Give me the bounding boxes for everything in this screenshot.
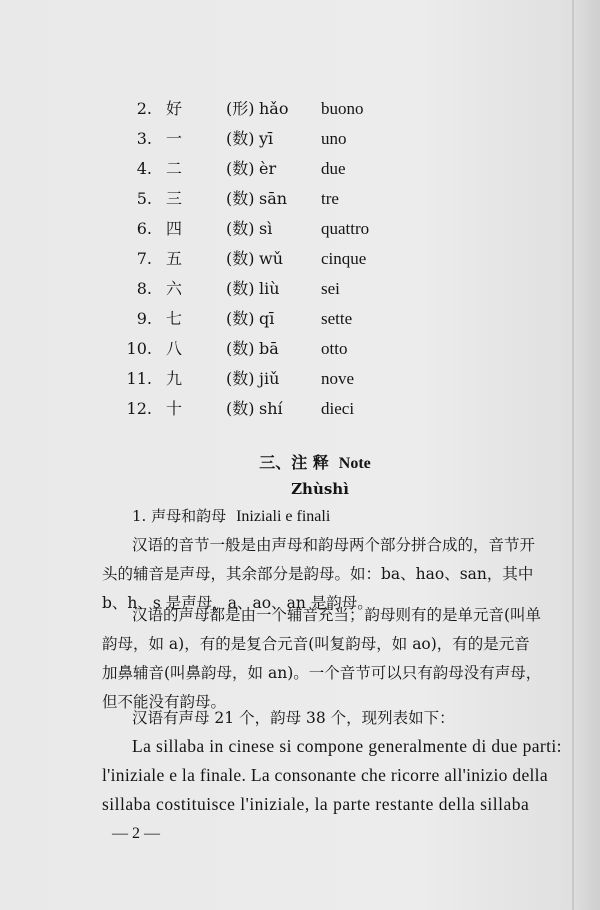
vocab-italian: quattro [321,219,370,238]
vocab-number: 4. [136,159,152,178]
subsection-heading [132,504,330,529]
vocab-number: 9. [136,309,152,328]
vocab-part-of-speech: (数) [226,189,255,208]
vocab-part-of-speech: (形) [226,99,255,118]
vocab-number: 6. [136,219,152,238]
vocab-pinyin: hǎo [259,99,289,118]
vocab-italian: due [321,159,346,178]
vocab-number: 2. [136,99,152,118]
paragraph-line: b、h、s 是声母，a、ao、an 是韵母。 [102,594,373,612]
vocab-italian: cinque [321,249,367,268]
paragraph-initials-finals [102,601,568,717]
vocab-pinyin: sì [259,219,273,238]
vocab-italian: uno [321,129,347,148]
paragraph-italian-explanation [102,732,568,819]
vocab-italian: sei [321,279,340,298]
vocab-row [0,334,600,364]
section-heading [0,452,600,475]
vocab-part-of-speech: (数) [226,339,255,358]
vocab-row [0,184,600,214]
vocab-part-of-speech: (数) [226,279,255,298]
vocab-row [0,394,600,424]
vocab-hanzi: 二 [166,159,183,178]
vocab-row [0,94,600,124]
vocab-pinyin: wǔ [259,249,283,268]
vocab-part-of-speech: (数) [226,369,255,388]
vocab-italian: dieci [321,399,355,418]
paragraph-line: 汉语有声母 21 个，韵母 38 个，现列表如下： [132,709,455,727]
vocab-hanzi: 七 [166,309,183,328]
vocab-part-of-speech: (数) [226,399,255,418]
vocabulary-list [0,94,600,424]
vocab-hanzi: 九 [166,369,183,388]
vocab-italian: buono [321,99,364,118]
paragraph-line: 头的辅音是声母，其余部分是韵母。如：ba、hao、san，其中 [102,565,534,583]
vocab-pinyin: bā [259,339,279,358]
vocab-italian: tre [321,189,339,208]
paragraph-line: sillaba costituisce l'iniziale, la parte restante della sillaba [102,794,530,814]
vocab-pinyin: qī [259,309,275,328]
vocab-hanzi: 好 [166,99,183,118]
vocab-number: 11. [126,369,152,388]
section-heading-chinese: 三、注 释 [259,453,329,472]
vocab-part-of-speech: (数) [226,219,255,238]
vocab-pinyin: jiǔ [259,369,280,388]
vocab-pinyin: shí [259,399,283,418]
vocab-hanzi: 六 [166,279,183,298]
section-heading-pinyin: Zhùshì [291,480,349,498]
vocab-row [0,124,600,154]
vocab-number: 3. [136,129,152,148]
vocab-pinyin: sān [259,189,288,208]
vocab-pinyin: liù [259,279,280,298]
page-number: — 2 — [112,825,160,842]
vocab-part-of-speech: (数) [226,159,255,178]
vocab-pinyin: èr [259,159,277,178]
vocab-part-of-speech: (数) [226,309,255,328]
vocab-row [0,274,600,304]
vocab-hanzi: 四 [166,219,183,238]
paragraph-counts [102,704,568,733]
subsection-heading-italian: Iniziali e finali [236,508,331,525]
vocab-italian: otto [321,339,348,358]
vocab-italian: sette [321,309,353,328]
section-heading-italian: Note [338,455,371,472]
vocab-number: 7. [136,249,152,268]
vocab-number: 8. [136,279,152,298]
paragraph-line: La sillaba in cinese si compone generalmente di due parti: [132,736,562,756]
vocab-pinyin: yī [259,129,274,148]
subsection-heading-chinese: 1. 声母和韵母 [132,507,227,525]
vocab-part-of-speech: (数) [226,249,255,268]
vocab-part-of-speech: (数) [226,129,255,148]
vocab-row [0,214,600,244]
vocab-hanzi: 五 [166,249,183,268]
vocab-number: 12. [126,399,152,418]
vocab-row [0,244,600,274]
paragraph-line: l'iniziale e la finale. La consonante che ricorre all'inizio della [102,765,548,785]
paragraph-line: 韵母，如 a)，有的是复合元音(叫复韵母，如 ao)，有的是元音 [102,635,530,653]
paragraph-line: 但不能没有韵母。 [102,693,227,711]
vocab-hanzi: 八 [166,339,183,358]
paragraph-line: 加鼻辅音(叫鼻韵母，如 an)。一个音节可以只有韵母没有声母， [102,664,542,682]
vocab-number: 10. [126,339,152,358]
vocab-row [0,364,600,394]
vocab-hanzi: 三 [166,189,183,208]
paragraph-line: 汉语的声母都是由一个辅音充当；韵母则有的是单元音(叫单 [132,606,542,624]
vocab-hanzi: 一 [166,129,183,148]
paragraph-line: 汉语的音节一般是由声母和韵母两个部分拼合成的，音节开 [132,536,536,554]
vocab-row [0,154,600,184]
vocab-italian: nove [321,369,355,388]
vocab-number: 5. [136,189,152,208]
vocab-row [0,304,600,334]
vocab-hanzi: 十 [166,399,183,418]
